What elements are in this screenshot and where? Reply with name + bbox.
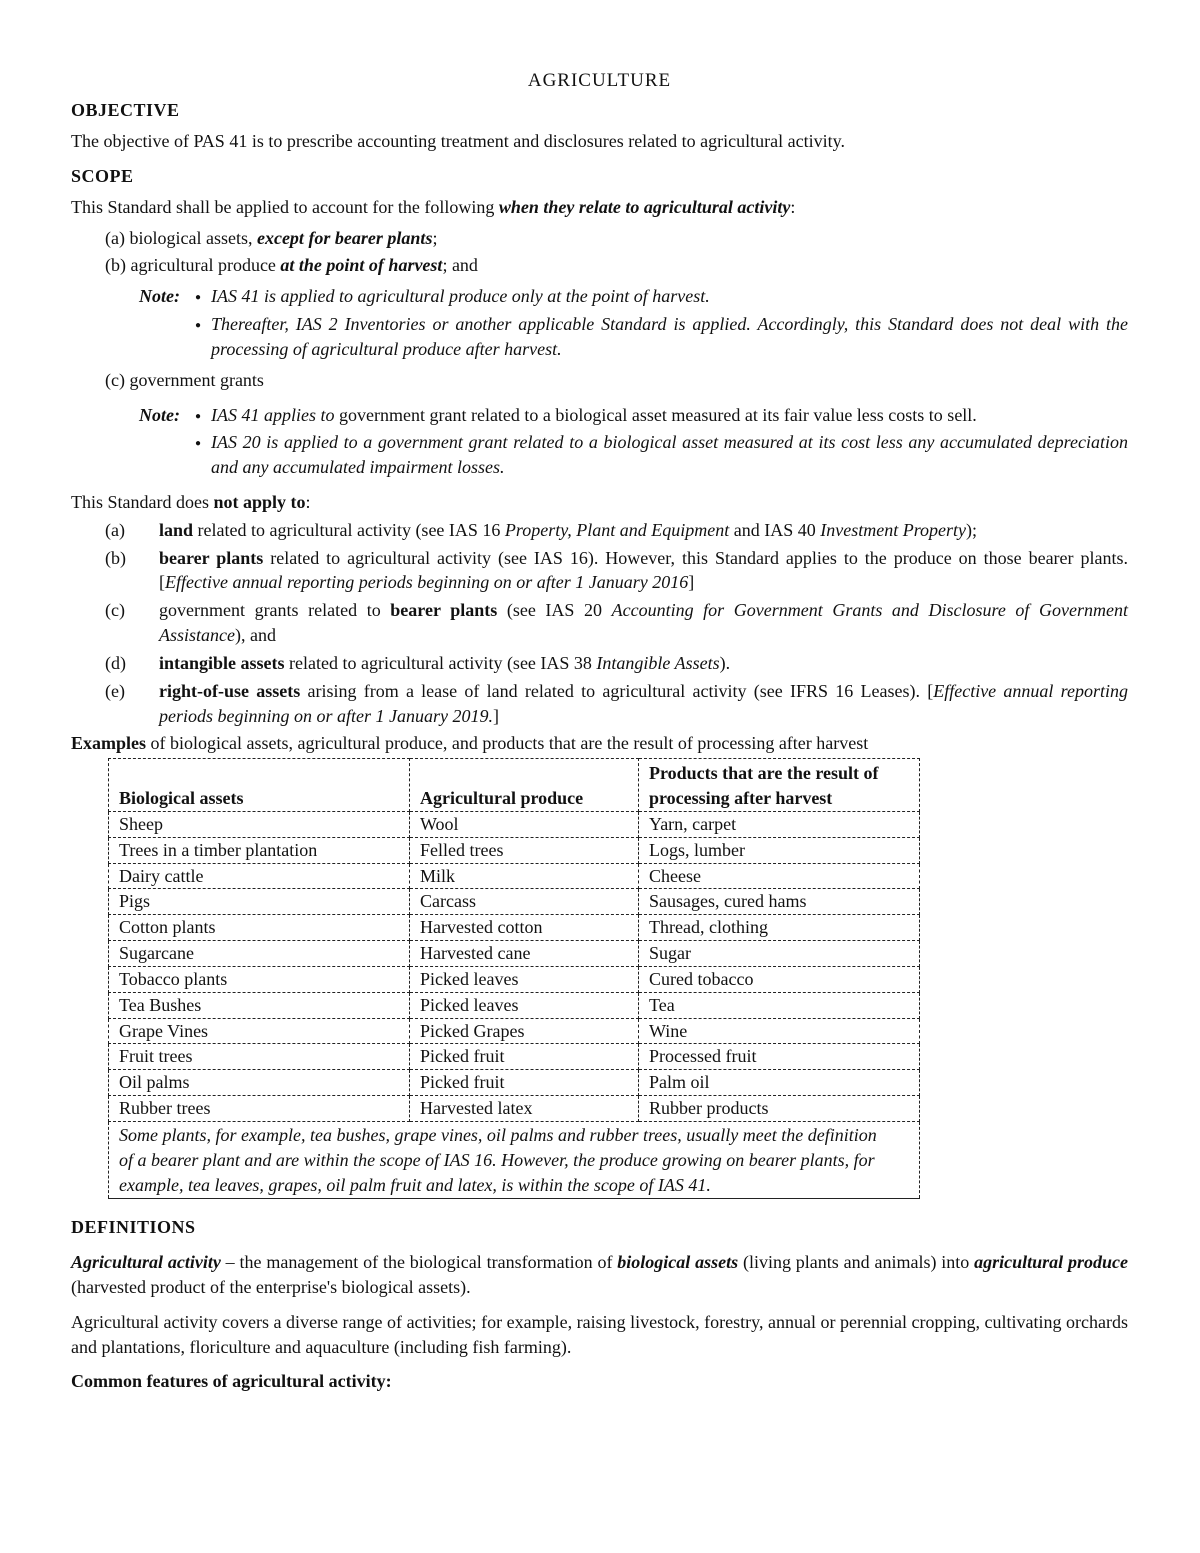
table-cell: Cheese bbox=[639, 863, 920, 889]
table-cell: Logs, lumber bbox=[639, 837, 920, 863]
table-row bbox=[109, 915, 920, 941]
table-cell: Palm oil bbox=[639, 1070, 920, 1096]
table-cell: Trees in a timber plantation bbox=[109, 837, 410, 863]
scope-item-a: (a) biological assets, except for bearer plants; bbox=[105, 227, 438, 248]
page-title: AGRICULTURE bbox=[527, 70, 672, 91]
not-apply-item-d: (d) intangible assets related to agricultural activity (see IAS 38 Intangible Assets). bbox=[105, 652, 731, 673]
table-row bbox=[109, 1044, 920, 1070]
table-row bbox=[109, 811, 920, 837]
scope-note-2 bbox=[139, 403, 1128, 480]
note-bullet: ● IAS 20 is applied to a government grant related to a biological asset measured at its cost less any accumulated depreciation and any accumulated impairment losses. bbox=[195, 430, 1128, 480]
table-cell: Rubber products bbox=[639, 1096, 920, 1122]
table-row bbox=[109, 889, 920, 915]
table-header: Products that are the result of processing after harvest bbox=[639, 759, 920, 812]
table-cell: Tea bbox=[639, 992, 920, 1018]
not-apply-item-c: (c) government grants related to bearer plants (see IAS 20 Accounting for Government Grants and Disclosure of Government Assistance), and bbox=[105, 600, 1128, 646]
table-header-row bbox=[109, 759, 920, 812]
table-cell: Grape Vines bbox=[109, 1018, 410, 1044]
table-cell: Fruit trees bbox=[109, 1044, 410, 1070]
table-cell: Carcass bbox=[410, 889, 639, 915]
scope-heading: SCOPE bbox=[71, 165, 134, 186]
table-row bbox=[109, 837, 920, 863]
table-cell: Picked fruit bbox=[410, 1070, 639, 1096]
not-apply-item-e: (e) right-of-use assets arising from a lease of land related to agricultural activity (see IFRS 16 Leases). [Effective annual reporting periods beginning on or after 1 January 2019.] bbox=[105, 680, 1129, 726]
table-row bbox=[109, 1070, 920, 1096]
scope-item-b: (b) agricultural produce at the point of harvest; and bbox=[105, 255, 478, 276]
table-body bbox=[109, 811, 920, 1121]
table-row bbox=[109, 1096, 920, 1122]
table-header: Agricultural produce bbox=[410, 759, 639, 812]
table-header: Biological assets bbox=[109, 759, 410, 812]
table-cell: Picked leaves bbox=[410, 966, 639, 992]
table-row bbox=[109, 966, 920, 992]
table-cell: Wool bbox=[410, 811, 639, 837]
note-bullet: ● Thereafter, IAS 2 Inventories or another applicable Standard is applied. Accordingly, this Standard does not deal with the processing of agricultural produce after harvest. bbox=[195, 312, 1128, 362]
scope-intro: This Standard shall be applied to account for the following when they relate to agricultural activity: bbox=[71, 196, 796, 217]
definition-agricultural-activity: Agricultural activity – the management of the biological transformation of biological assets (living plants and animals) into agricultural produce (harvested product of the enterprise's biological assets). bbox=[71, 1252, 1128, 1297]
table-row bbox=[109, 1018, 920, 1044]
document-page bbox=[71, 68, 1128, 1394]
table-cell: Oil palms bbox=[109, 1070, 410, 1096]
table-cell: Harvested cane bbox=[410, 941, 639, 967]
not-apply-item-b: (b) bearer plants related to agricultural activity (see IAS 16). However, this Standard applies to the produce on those bearer plants. [Effective annual reporting periods beginning on or after 1 January 2016] bbox=[105, 547, 1128, 593]
table-cell: Cured tobacco bbox=[639, 966, 920, 992]
table-cell: Harvested cotton bbox=[410, 915, 639, 941]
definitions-heading: DEFINITIONS bbox=[71, 1217, 196, 1238]
scope-note-1 bbox=[139, 284, 1128, 361]
scope-item-c: (c) government grants bbox=[105, 369, 264, 390]
table-cell: Picked Grapes bbox=[410, 1018, 639, 1044]
not-apply-item-a: (a) land related to agricultural activity (see IAS 16 Property, Plant and Equipment and IAS 40 Investment Property); bbox=[105, 519, 978, 540]
objective-text: The objective of PAS 41 is to prescribe accounting treatment and disclosures related to agricultural activity. bbox=[71, 131, 845, 152]
table-cell: Sausages, cured hams bbox=[639, 889, 920, 915]
common-features-heading: Common features of agricultural activity: bbox=[71, 1371, 392, 1392]
note-label: Note: bbox=[139, 404, 180, 425]
table-cell: Pigs bbox=[109, 889, 410, 915]
table-cell: Harvested latex bbox=[410, 1096, 639, 1122]
table-cell: Felled trees bbox=[410, 837, 639, 863]
table-cell: Tobacco plants bbox=[109, 966, 410, 992]
examples-table bbox=[108, 758, 920, 1199]
definition-paragraph: Agricultural activity covers a diverse range of activities; for example, raising livestock, forestry, annual or perennial cropping, cultivating orchards and plantations, floriculture and aquaculture (including fish farming). bbox=[71, 1311, 1128, 1357]
table-cell: Thread, clothing bbox=[639, 915, 920, 941]
not-apply-intro: This Standard does not apply to: bbox=[71, 491, 311, 512]
table-cell: Sugar bbox=[639, 941, 920, 967]
table-footnote: Some plants, for example, tea bushes, grape vines, oil palms and rubber trees, usually meet the definition of a bearer plant and are within the scope of IAS 16. However, the produce growing on bearer plants, for example, tea leaves, grapes, oil palm fruit and latex, is within the scope of IAS 41. bbox=[109, 1121, 920, 1198]
table-cell: Dairy cattle bbox=[109, 863, 410, 889]
note-label: Note: bbox=[139, 286, 180, 307]
table-footnote-row bbox=[109, 1121, 920, 1198]
table-cell: Yarn, carpet bbox=[639, 811, 920, 837]
table-row bbox=[109, 863, 920, 889]
table-cell: Sugarcane bbox=[109, 941, 410, 967]
table-cell: Rubber trees bbox=[109, 1096, 410, 1122]
table-cell: Tea Bushes bbox=[109, 992, 410, 1018]
table-cell: Wine bbox=[639, 1018, 920, 1044]
examples-intro: Examples of biological assets, agricultural produce, and products that are the result of processing after harvest bbox=[71, 733, 869, 754]
note-bullet: ● IAS 41 is applied to agricultural produce only at the point of harvest. bbox=[195, 284, 1128, 309]
table-cell: Sheep bbox=[109, 811, 410, 837]
table-row bbox=[109, 992, 920, 1018]
note-bullet: ● IAS 41 applies to government grant related to a biological asset measured at its fair value less costs to sell. bbox=[195, 403, 1128, 428]
table-row bbox=[109, 941, 920, 967]
table-cell: Picked fruit bbox=[410, 1044, 639, 1070]
table-cell: Picked leaves bbox=[410, 992, 639, 1018]
table-cell: Milk bbox=[410, 863, 639, 889]
objective-heading: OBJECTIVE bbox=[71, 100, 180, 121]
table-cell: Cotton plants bbox=[109, 915, 410, 941]
table-cell: Processed fruit bbox=[639, 1044, 920, 1070]
